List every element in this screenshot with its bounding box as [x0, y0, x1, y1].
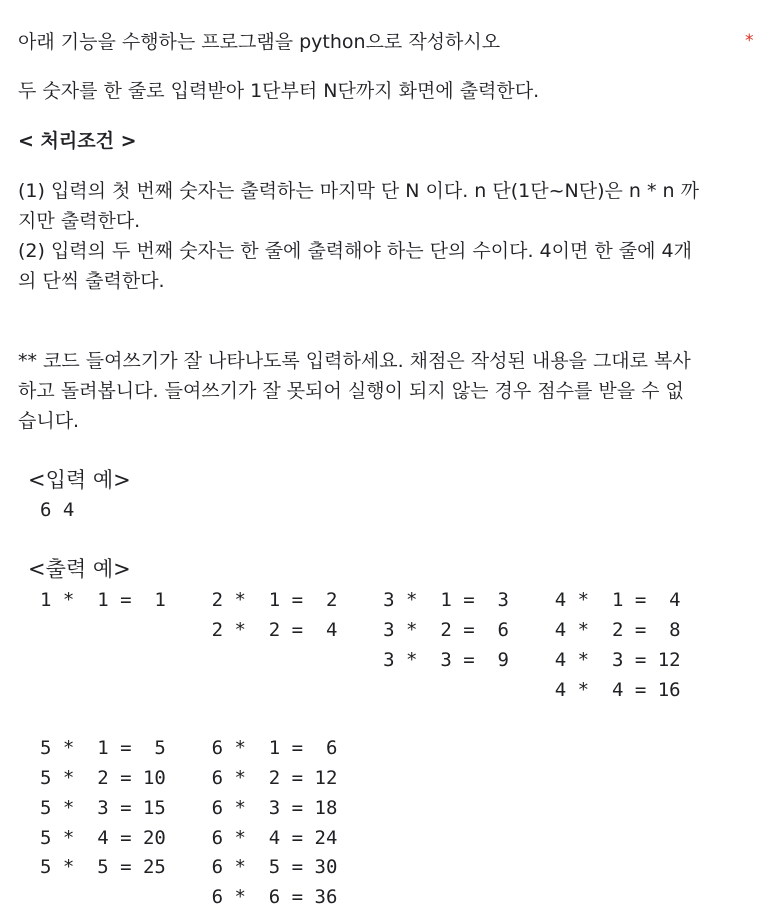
output-example-label: <출력 예>: [28, 557, 131, 581]
condition-line: (1) 입력의 첫 번째 숫자는 출력하는 마지막 단 N 이다. n 단(1단~N단)은 n * n 까: [18, 180, 699, 202]
condition-line: 지만 출력한다.: [18, 210, 141, 232]
condition-line: (2) 입력의 두 번째 숫자는 한 줄에 출력해야 하는 단의 수이다. 4이면 한 줄에 4개: [18, 240, 692, 262]
output-line: 3 * 3 = 9 4 * 3 = 12: [40, 649, 681, 671]
note-line: ** 코드 들여쓰기가 잘 나타나도록 입력하세요. 채점은 작성된 내용을 그대로 복사: [18, 350, 691, 372]
question-title: 아래 기능을 수행하는 프로그램을 python으로 작성하시오: [18, 31, 501, 53]
required-asterisk: *: [745, 31, 754, 51]
output-line: 4 * 4 = 16: [40, 679, 681, 701]
output-line: 5 * 2 = 10 6 * 2 = 12: [40, 767, 338, 789]
note-line: 하고 돌려봅니다. 들여쓰기가 잘 못되어 실행이 되지 않는 경우 점수를 받을 수 없: [18, 380, 684, 402]
output-line: 1 * 1 = 1 2 * 1 = 2 3 * 1 = 3 4 * 1 = 4: [40, 589, 681, 611]
output-line: 5 * 5 = 25 6 * 5 = 30: [40, 856, 338, 878]
conditions-heading: < 처리조건 >: [18, 130, 137, 152]
output-line: 5 * 4 = 20 6 * 4 = 24: [40, 827, 338, 849]
question-description: 두 숫자를 한 줄로 입력받아 1단부터 N단까지 화면에 출력한다.: [18, 80, 540, 102]
output-line: 2 * 2 = 4 3 * 2 = 6 4 * 2 = 8: [40, 619, 681, 641]
output-line: 5 * 1 = 5 6 * 1 = 6: [40, 737, 338, 759]
output-line: 6 * 6 = 36: [40, 886, 338, 908]
input-example-value: 6 4: [40, 499, 75, 521]
input-example-label: <입력 예>: [28, 468, 131, 492]
note-line: 습니다.: [18, 410, 80, 432]
condition-line: 의 단씩 출력한다.: [18, 270, 165, 292]
output-line: 5 * 3 = 15 6 * 3 = 18: [40, 797, 338, 819]
